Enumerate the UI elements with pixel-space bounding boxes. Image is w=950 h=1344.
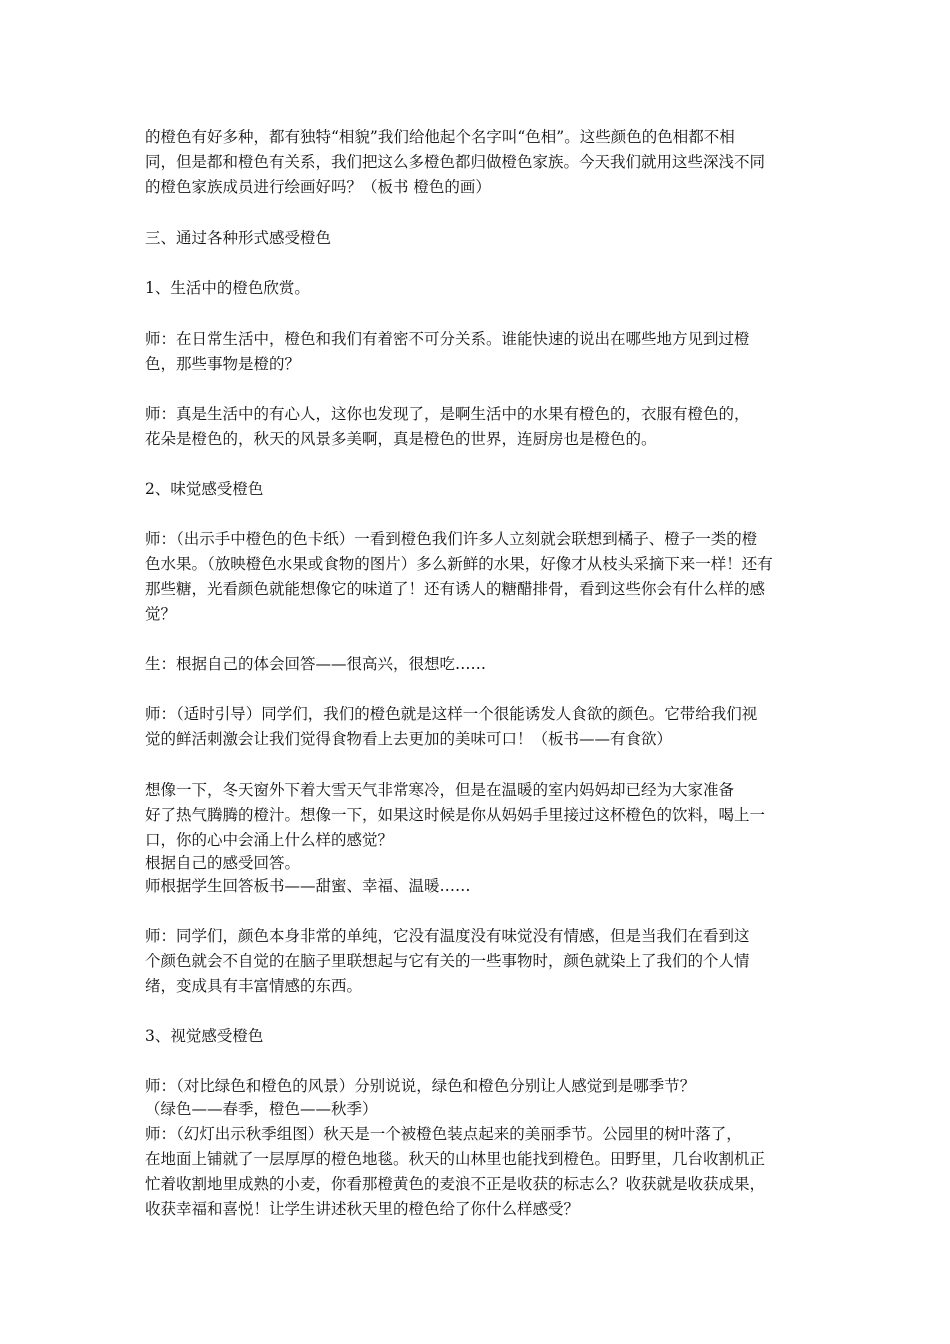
text-line: 师：（适时引导）同学们，我们的橙色就是这样一个很能诱发人食欲的颜色。它带给我们视	[145, 705, 758, 723]
subsection-heading: 2、味觉感受橙色	[145, 480, 264, 498]
text-line: 绪，变成具有丰富情感的东西。	[145, 977, 363, 995]
text-line: 生：根据自己的体会回答——很高兴，很想吃……	[145, 655, 487, 673]
text-line: 色，那些事物是橙的？	[145, 355, 301, 373]
text-line: 觉的鲜活刺激会让我们觉得食物看上去更加的美味可口！（板书——有食欲）	[145, 730, 673, 748]
text-line: 师：（出示手中橙色的色卡纸）一看到橙色我们许多人立刻就会联想到橘子、橙子一类的橙	[145, 530, 758, 548]
text-line: 的橙色家族成员进行绘画好吗？（板书 橙色的画）	[145, 178, 491, 196]
text-line: 花朵是橙色的，秋天的风景多美啊，真是橙色的世界，连厨房也是橙色的。	[145, 430, 657, 448]
text-line: 口，你的心中会涌上什么样的感觉？	[145, 831, 394, 849]
text-line: 觉？	[145, 605, 177, 623]
subsection-heading: 1、生活中的橙色欣赏。	[145, 279, 310, 297]
section-heading: 三、通过各种形式感受橙色	[145, 229, 332, 247]
text-line: 同，但是都和橙色有关系，我们把这么多橙色都归做橙色家族。今天我们就用这些深浅不同	[145, 153, 766, 171]
text-line: 想像一下，冬天窗外下着大雪天气非常寒冷，但是在温暖的室内妈妈却已经为大家准备	[145, 781, 735, 799]
text-line: 根据自己的感受回答。	[145, 854, 301, 872]
text-line: 的橙色有好多种，都有独特“相貌”我们给他起个名字叫“色相”。这些颜色的色相都不相	[145, 128, 735, 146]
text-line: 那些糖，光看颜色就能想像它的味道了！还有诱人的糖醋排骨，看到这些你会有什么样的感	[145, 580, 766, 598]
text-line: 在地面上铺就了一层厚厚的橙色地毯。秋天的山林里也能找到橙色。田野里，几台收割机正	[145, 1150, 766, 1168]
text-line: （绿色——春季，橙色——秋季）	[145, 1100, 378, 1118]
text-line: 好了热气腾腾的橙汁。想像一下，如果这时候是你从妈妈手里接过这杯橙色的饮料，喝上一	[145, 806, 766, 824]
text-line: 师根据学生回答板书——甜蜜、幸福、温暖……	[145, 877, 471, 895]
text-line: 收获幸福和喜悦！让学生讲述秋天里的橙色给了你什么样感受？	[145, 1200, 580, 1218]
text-line: 师：真是生活中的有心人，这你也发现了，是啊生活中的水果有橙色的，衣服有橙色的，	[145, 405, 750, 423]
text-line: 色水果。（放映橙色水果或食物的图片）多么新鲜的水果，好像才从枝头采摘下来一样！还有	[145, 555, 773, 573]
text-line: 师：在日常生活中，橙色和我们有着密不可分关系。谁能快速的说出在哪些地方见到过橙	[145, 330, 750, 348]
text-line: 个颜色就会不自觉的在脑子里联想起与它有关的一些事物时，颜色就染上了我们的个人情	[145, 952, 750, 970]
text-line: 师：同学们，颜色本身非常的单纯，它没有温度没有味觉没有情感，但是当我们在看到这	[145, 927, 750, 945]
subsection-heading: 3、视觉感受橙色	[145, 1027, 264, 1045]
text-line: 师：（对比绿色和橙色的风景）分别说说，绿色和橙色分别让人感觉到是哪季节？	[145, 1077, 696, 1095]
text-line: 师：（幻灯出示秋季组图）秋天是一个被橙色装点起来的美丽季节。公园里的树叶落了，	[145, 1125, 742, 1143]
text-line: 忙着收割地里成熟的小麦，你看那橙黄色的麦浪不正是收获的标志么？收获就是收获成果，	[145, 1175, 766, 1193]
